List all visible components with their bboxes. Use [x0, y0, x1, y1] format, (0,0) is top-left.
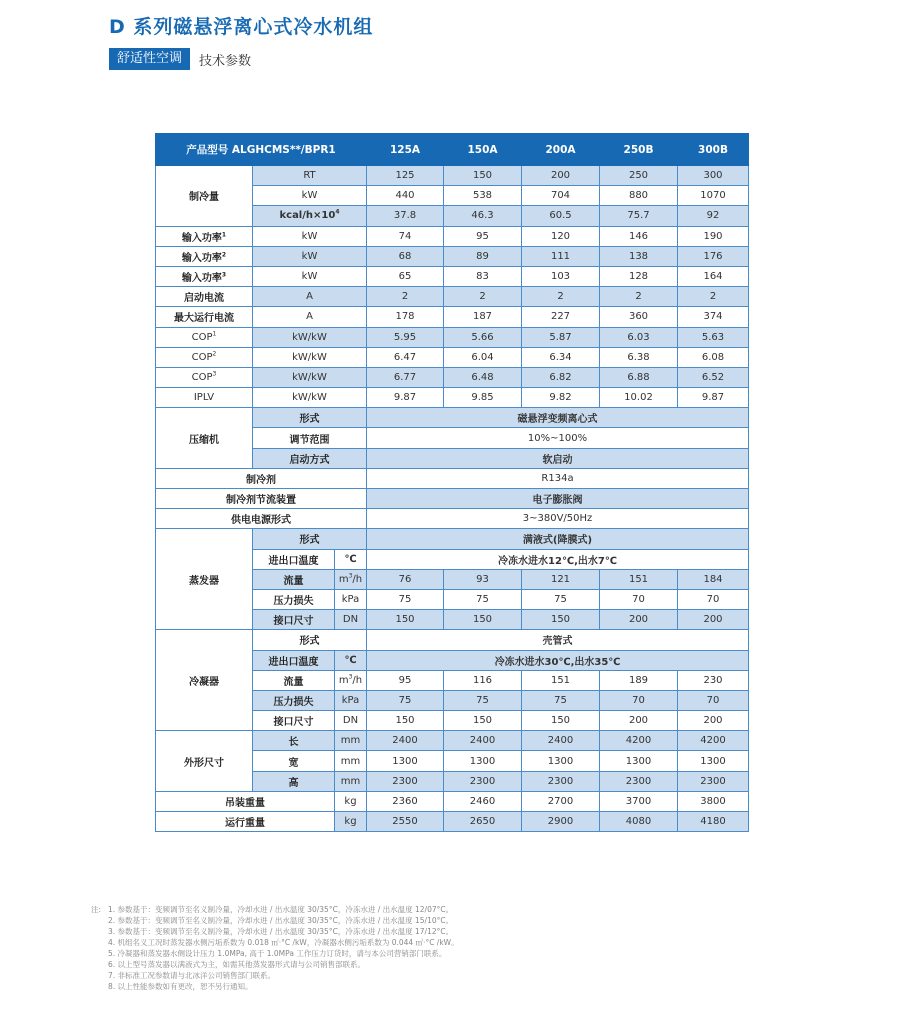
value-cell: 2300: [444, 771, 522, 791]
value-cell: 2700: [522, 791, 600, 811]
value-cell: 200: [678, 711, 749, 731]
spec-table-container: [155, 133, 749, 832]
value-cell: 176: [678, 246, 749, 266]
value-cell: 70: [600, 690, 678, 710]
footnote: [91, 981, 459, 992]
sub-label: 高: [253, 771, 335, 791]
value-cell: 6.08: [678, 347, 749, 367]
value-cell: 150: [367, 711, 444, 731]
value-cell: 9.87: [367, 388, 444, 408]
value-cell: 2: [600, 287, 678, 307]
footnote-text: 8. 以上性能参数如有更改，恕不另行通知。: [108, 982, 253, 991]
merged-value-cell: 壳管式: [367, 630, 749, 650]
merged-value-cell: 冷冻水进水30℃,出水35℃: [367, 650, 749, 670]
value-cell: 151: [522, 670, 600, 690]
merged-value-cell: 3~380V/50Hz: [367, 509, 749, 529]
sub-label: 接口尺寸: [253, 711, 335, 731]
table-row: [156, 327, 749, 347]
row-group-label: 制冷量: [156, 166, 253, 227]
unit-cell: kW/kW: [253, 388, 367, 408]
value-cell: 116: [444, 670, 522, 690]
value-cell: 187: [444, 307, 522, 327]
sub-label: 形式: [253, 529, 367, 549]
unit-cell: [335, 670, 367, 690]
value-cell: 150: [367, 610, 444, 630]
superscript: 3: [348, 673, 353, 681]
value-cell: 2: [444, 287, 522, 307]
value-cell: 200: [600, 711, 678, 731]
value-cell: 2: [367, 287, 444, 307]
sub-label: 进出口温度: [253, 650, 335, 670]
value-cell: 164: [678, 266, 749, 286]
value-cell: 374: [678, 307, 749, 327]
value-cell: 125: [367, 166, 444, 186]
table-row: [156, 347, 749, 367]
value-cell: 184: [678, 569, 749, 589]
table-row: [156, 812, 749, 832]
value-cell: 2900: [522, 812, 600, 832]
row-group-label: 蒸发器: [156, 529, 253, 630]
value-cell: 5.87: [522, 327, 600, 347]
label-text: COP: [191, 351, 213, 363]
footnote-text: 4. 机组名义工况时蒸发器水侧污垢系数为 0.018 ㎡·°C /kW，冷凝器水侧污垢系数为 0.044 ㎡·°C /kW。: [108, 938, 459, 947]
sub-label: 接口尺寸: [253, 610, 335, 630]
value-cell: 70: [678, 589, 749, 609]
superscript: 3: [221, 271, 227, 279]
page-title: D 系列磁悬浮离心式冷水机组: [109, 16, 374, 38]
value-cell: 2: [522, 287, 600, 307]
table-row: [156, 630, 749, 650]
value-cell: 200: [600, 610, 678, 630]
merged-value-cell: 磁悬浮变频离心式: [367, 408, 749, 428]
table-row: [156, 246, 749, 266]
unit-cell: kg: [335, 812, 367, 832]
footnote-text: 6. 以上型号蒸发器以满液式为主，如需其他蒸发器形式请与公司销售部联系。: [108, 960, 366, 969]
value-cell: 75.7: [600, 206, 678, 226]
table-row: [156, 489, 749, 509]
footnote-text: 3. 参数基于：变频调节至名义制冷量，冷却水进 / 出水温度 30/35°C，冷冻水进 / 出水温度 17/12°C。: [108, 927, 454, 936]
sub-label: 流量: [253, 670, 335, 690]
unit-cell: A: [253, 287, 367, 307]
value-cell: 95: [444, 226, 522, 246]
footnote: [91, 937, 459, 948]
table-row: [156, 731, 749, 751]
unit-cell: kW/kW: [253, 347, 367, 367]
value-cell: 75: [522, 589, 600, 609]
value-cell: 6.03: [600, 327, 678, 347]
category-tag: 舒适性空调: [109, 48, 190, 70]
value-cell: 1300: [522, 751, 600, 771]
value-cell: 2400: [522, 731, 600, 751]
value-cell: 1300: [678, 751, 749, 771]
value-cell: 2360: [367, 791, 444, 811]
value-cell: 2: [678, 287, 749, 307]
value-cell: 230: [678, 670, 749, 690]
row-label: 制冷剂节流装置: [156, 489, 367, 509]
value-cell: 1300: [367, 751, 444, 771]
label-text: COP: [191, 371, 213, 383]
unit-cell: kW: [253, 186, 367, 206]
value-cell: 200: [522, 166, 600, 186]
unit-text: /h: [352, 573, 363, 585]
value-cell: 2300: [522, 771, 600, 791]
value-cell: 70: [600, 589, 678, 609]
footnote-text: 5. 冷凝器和蒸发器水侧设计压力 1.0MPa, 高于 1.0MPa 工作压力订货时，请与本公司营销部门联系。: [108, 949, 447, 958]
value-cell: 6.04: [444, 347, 522, 367]
merged-value-cell: 冷冻水进水12℃,出水7℃: [367, 549, 749, 569]
footnote: [91, 948, 459, 959]
value-cell: 190: [678, 226, 749, 246]
superscript: 3: [212, 370, 217, 378]
model-header: 150A: [444, 134, 522, 166]
row-label: 供电电源形式: [156, 509, 367, 529]
unit-cell: kW: [253, 226, 367, 246]
footnotes: [91, 904, 459, 992]
row-group-label: 冷凝器: [156, 630, 253, 731]
value-cell: 9.85: [444, 388, 522, 408]
value-cell: 9.82: [522, 388, 600, 408]
footnote: [91, 970, 459, 981]
table-row: [156, 307, 749, 327]
row-label: [156, 327, 253, 347]
value-cell: 880: [600, 186, 678, 206]
value-cell: 250: [600, 166, 678, 186]
superscript: 2: [212, 350, 217, 358]
row-label: 吊装重量: [156, 791, 335, 811]
table-row: [156, 408, 749, 428]
table-row: [156, 388, 749, 408]
value-cell: 227: [522, 307, 600, 327]
table-row: [156, 791, 749, 811]
value-cell: 2460: [444, 791, 522, 811]
row-label: 制冷剂: [156, 468, 367, 488]
table-row: [156, 266, 749, 286]
value-cell: 300: [678, 166, 749, 186]
superscript: 2: [221, 251, 227, 259]
unit-cell: DN: [335, 610, 367, 630]
row-label: [156, 367, 253, 387]
value-cell: 4080: [600, 812, 678, 832]
table-row: [156, 226, 749, 246]
superscript: 1: [221, 231, 227, 239]
row-label: [156, 266, 253, 286]
value-cell: 5.63: [678, 327, 749, 347]
unit-text: kcal/h×10: [279, 210, 336, 222]
unit-cell: DN: [335, 711, 367, 731]
value-cell: 6.34: [522, 347, 600, 367]
value-cell: 89: [444, 246, 522, 266]
sub-label: 进出口温度: [253, 549, 335, 569]
value-cell: 1070: [678, 186, 749, 206]
unit-cell: kW: [253, 266, 367, 286]
model-header: 300B: [678, 134, 749, 166]
value-cell: 5.66: [444, 327, 522, 347]
value-cell: 46.3: [444, 206, 522, 226]
table-row: [156, 509, 749, 529]
value-cell: 2650: [444, 812, 522, 832]
unit-text: /h: [352, 674, 363, 686]
value-cell: 4200: [600, 731, 678, 751]
table-row: [156, 529, 749, 549]
superscript: 4: [335, 209, 340, 217]
value-cell: 704: [522, 186, 600, 206]
table-row: [156, 468, 749, 488]
value-cell: 4180: [678, 812, 749, 832]
value-cell: 75: [522, 690, 600, 710]
section-subtitle: 技术参数: [199, 53, 252, 69]
value-cell: 4200: [678, 731, 749, 751]
value-cell: 138: [600, 246, 678, 266]
value-cell: 2400: [367, 731, 444, 751]
merged-value-cell: 满液式(降膜式): [367, 529, 749, 549]
label-text: COP: [191, 331, 213, 343]
value-cell: 92: [678, 206, 749, 226]
value-cell: 360: [600, 307, 678, 327]
value-cell: 76: [367, 569, 444, 589]
footnote-text: 2. 参数基于：变频调节至名义制冷量，冷却水进 / 出水温度 30/35°C，冷冻水进 / 出水温度 15/10°C。: [108, 916, 454, 925]
value-cell: 6.88: [600, 367, 678, 387]
value-cell: 3800: [678, 791, 749, 811]
value-cell: 150: [522, 610, 600, 630]
value-cell: 10.02: [600, 388, 678, 408]
unit-cell: [253, 206, 367, 226]
value-cell: 6.77: [367, 367, 444, 387]
value-cell: 5.95: [367, 327, 444, 347]
section-header: [109, 48, 251, 70]
row-label: [156, 246, 253, 266]
model-header: 125A: [367, 134, 444, 166]
value-cell: 75: [444, 690, 522, 710]
unit-cell: mm: [335, 731, 367, 751]
sub-label: 流量: [253, 569, 335, 589]
value-cell: 2550: [367, 812, 444, 832]
value-cell: 75: [367, 589, 444, 609]
table-row: [156, 287, 749, 307]
unit-cell: kg: [335, 791, 367, 811]
sub-label: 长: [253, 731, 335, 751]
sub-label: 压力损失: [253, 589, 335, 609]
sub-label: 形式: [253, 408, 367, 428]
value-cell: 93: [444, 569, 522, 589]
value-cell: 2300: [600, 771, 678, 791]
unit-cell: kW/kW: [253, 367, 367, 387]
sub-label: 调节范围: [253, 428, 367, 448]
model-header: 200A: [522, 134, 600, 166]
value-cell: 440: [367, 186, 444, 206]
row-label: IPLV: [156, 388, 253, 408]
label-text: 输入功率: [181, 232, 222, 244]
unit-cell: mm: [335, 771, 367, 791]
model-header: 250B: [600, 134, 678, 166]
value-cell: 6.38: [600, 347, 678, 367]
value-cell: 6.82: [522, 367, 600, 387]
footnote: [91, 915, 459, 926]
value-cell: 68: [367, 246, 444, 266]
value-cell: 121: [522, 569, 600, 589]
row-label: 最大运行电流: [156, 307, 253, 327]
unit-cell: ℃: [335, 549, 367, 569]
table-header-row: [156, 134, 749, 166]
merged-value-cell: 软启动: [367, 448, 749, 468]
value-cell: 200: [678, 610, 749, 630]
merged-value-cell: 电子膨胀阀: [367, 489, 749, 509]
merged-value-cell: R134a: [367, 468, 749, 488]
value-cell: 150: [444, 711, 522, 731]
value-cell: 538: [444, 186, 522, 206]
value-cell: 70: [678, 690, 749, 710]
label-text: 输入功率: [181, 252, 222, 264]
superscript: 3: [348, 572, 353, 580]
label-text: 输入功率: [181, 273, 222, 285]
value-cell: 60.5: [522, 206, 600, 226]
unit-cell: [335, 569, 367, 589]
row-group-label: 压缩机: [156, 408, 253, 469]
unit-cell: kPa: [335, 589, 367, 609]
value-cell: 1300: [600, 751, 678, 771]
value-cell: 1300: [444, 751, 522, 771]
unit-cell: kPa: [335, 690, 367, 710]
unit-cell: A: [253, 307, 367, 327]
row-label: 运行重量: [156, 812, 335, 832]
footnote-prefix: 注:: [91, 905, 102, 914]
model-header-label: 产品型号 ALGHCMS**/BPR1: [156, 134, 367, 166]
row-label: [156, 347, 253, 367]
value-cell: 120: [522, 226, 600, 246]
value-cell: 128: [600, 266, 678, 286]
value-cell: 111: [522, 246, 600, 266]
row-label: 启动电流: [156, 287, 253, 307]
value-cell: 2300: [367, 771, 444, 791]
footnote: [91, 926, 459, 937]
sub-label: 形式: [253, 630, 367, 650]
table-row: [156, 166, 749, 186]
value-cell: 95: [367, 670, 444, 690]
value-cell: 83: [444, 266, 522, 286]
sub-label: 宽: [253, 751, 335, 771]
sub-label: 压力损失: [253, 690, 335, 710]
value-cell: 6.47: [367, 347, 444, 367]
value-cell: 2400: [444, 731, 522, 751]
value-cell: 65: [367, 266, 444, 286]
value-cell: 189: [600, 670, 678, 690]
footnote-text: 7. 非标准工况参数请与北冰洋公司销售部门联系。: [108, 971, 276, 980]
spec-table: [155, 133, 749, 832]
footnote: [91, 959, 459, 970]
value-cell: 9.87: [678, 388, 749, 408]
value-cell: 6.52: [678, 367, 749, 387]
table-row: [156, 367, 749, 387]
unit-text: m: [338, 674, 349, 686]
value-cell: 151: [600, 569, 678, 589]
value-cell: 103: [522, 266, 600, 286]
value-cell: 74: [367, 226, 444, 246]
unit-cell: kW: [253, 246, 367, 266]
row-label: [156, 226, 253, 246]
value-cell: 150: [522, 711, 600, 731]
value-cell: 75: [367, 690, 444, 710]
unit-cell: RT: [253, 166, 367, 186]
value-cell: 146: [600, 226, 678, 246]
unit-cell: ℃: [335, 650, 367, 670]
row-group-label: 外形尺寸: [156, 731, 253, 792]
value-cell: 37.8: [367, 206, 444, 226]
value-cell: 150: [444, 166, 522, 186]
value-cell: 75: [444, 589, 522, 609]
value-cell: 178: [367, 307, 444, 327]
unit-cell: mm: [335, 751, 367, 771]
footnote: [91, 904, 459, 915]
unit-cell: kW/kW: [253, 327, 367, 347]
value-cell: 3700: [600, 791, 678, 811]
superscript: 1: [212, 330, 217, 338]
merged-value-cell: 10%~100%: [367, 428, 749, 448]
footnote-text: 1. 参数基于：变频调节至名义制冷量，冷却水进 / 出水温度 30/35°C，冷冻水进 / 出水温度 12/07°C。: [108, 905, 454, 914]
value-cell: 2300: [678, 771, 749, 791]
unit-text: m: [338, 573, 349, 585]
value-cell: 6.48: [444, 367, 522, 387]
value-cell: 150: [444, 610, 522, 630]
sub-label: 启动方式: [253, 448, 367, 468]
